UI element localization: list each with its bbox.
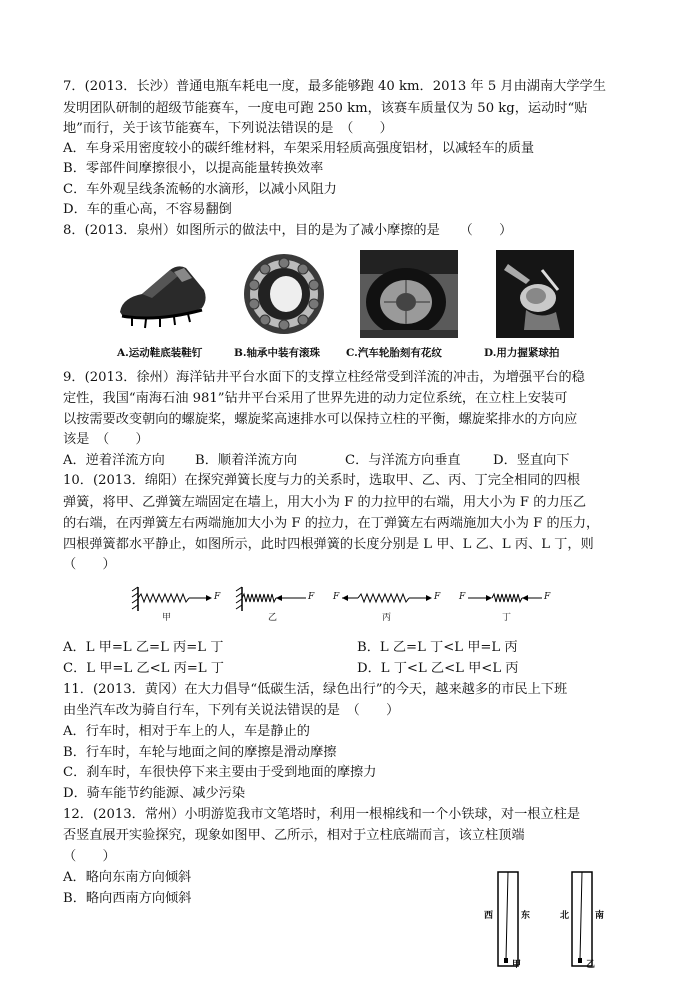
q12-line-1: 12．(2013．常州）小明游览我市文笔塔时，利用一根棉线和一个小铁球，对一根立柱是 <box>63 807 581 822</box>
spiked-shoe-image <box>112 250 212 338</box>
q8-caption-a: A.运动鞋底装鞋钉 <box>117 347 203 359</box>
pillar-yi <box>572 872 592 966</box>
spring-jia <box>132 587 212 611</box>
spring-label-bing: 丙 <box>382 613 392 623</box>
spring-diagram <box>130 585 570 625</box>
q9-option-b: B．顺着洋流方向 <box>195 453 298 468</box>
label-jia: 甲 <box>512 960 522 970</box>
label-north: 北 <box>560 911 570 921</box>
spring-yi <box>236 587 306 611</box>
force-label-ding-left: F <box>459 592 466 602</box>
force-label-yi: F <box>308 592 315 602</box>
q10-line-1: 10．(2013．绵阳）在探究弹簧长度与力的关系时，选取甲、乙、丙、丁完全相同的四根 <box>63 473 581 488</box>
spring-label-ding: 丁 <box>502 613 512 623</box>
q8-stem: 8．(2013．泉州）如图所示的做法中，目的是为了减小摩擦的是 （ ） <box>63 223 513 238</box>
ball-bearing-image <box>236 250 332 338</box>
q9-line-4: 该是 （ ） <box>63 432 149 447</box>
q7-line-1: 7．(2013．长沙）普通电瓶车耗电一度，最多能够跑 40 km．2013 年 5 月由湖南大学学生 <box>63 79 606 94</box>
force-label-bing-left: F <box>333 592 340 602</box>
q10-option-b: B．L 乙=L 丁<L 甲=L 丙 <box>357 640 518 655</box>
spring-label-yi: 乙 <box>268 613 278 623</box>
q10-line-5: （ ） <box>63 557 116 572</box>
label-yi: 乙 <box>586 960 596 970</box>
pillar-figure <box>480 862 620 972</box>
q7-line-3: 地”而行，关于该节能赛车，下列说法错误的是 （ ） <box>63 121 393 136</box>
q10-option-d: D．L 丁<L 乙<L 甲<L 丙 <box>357 661 519 676</box>
q9-option-a: A．逆着洋流方向 <box>63 453 165 468</box>
q8-caption-c: C.汽车轮胎刻有花纹 <box>346 347 442 359</box>
q11-line-1: 11．(2013．黄冈）在大力倡导“低碳生活，绿色出行”的今天，越来越多的市民上下班 <box>63 682 568 697</box>
label-east: 东 <box>521 911 531 921</box>
force-label-jia: F <box>214 592 221 602</box>
q9-option-c: C．与洋流方向垂直 <box>345 453 461 468</box>
q10-line-3: 的右端，在丙弹簧左右两端施加大小为 F 的拉力，在丁弹簧左右两端施加大小为 F 的压力， <box>63 516 600 531</box>
spring-bing <box>342 594 432 602</box>
q7-option-d: D．车的重心高，不容易翻倒 <box>63 202 232 217</box>
q12-line-2: 否竖直展开实验探究，现象如图甲、乙所示，相对于立柱底端而言，该立柱顶端 <box>63 828 525 843</box>
q7-line-2: 发明团队研制的超级节能赛车，一度电可跑 250 km，该赛车质量仅为 50 kg，运动时“贴 <box>63 101 588 116</box>
q11-option-b: B．行车时，车轮与地面之间的摩擦是滑动摩擦 <box>63 745 337 760</box>
label-south: 南 <box>595 911 605 921</box>
q11-option-c: C．刹车时，车很快停下来主要由于受到地面的摩擦力 <box>63 765 377 780</box>
car-tire-image <box>360 250 458 338</box>
q11-line-2: 由坐汽车改为骑自行车，下列有关说法错误的是 （ ） <box>63 703 400 718</box>
q10-line-4: 四根弹簧都水平静止，如图所示，此时四根弹簧的长度分别是 L 甲、L 乙、L 丙、L 丁，则 <box>63 537 594 552</box>
q11-option-a: A．行车时，相对于车上的人，车是静止的 <box>63 724 310 739</box>
label-west: 西 <box>484 911 494 921</box>
q7-option-a: A．车身采用密度较小的碳纤维材料，车架采用轻质高强度铝材，以减轻车的质量 <box>63 141 535 156</box>
spring-label-jia: 甲 <box>162 613 172 623</box>
q7-option-c: C．车外观呈线条流畅的水滴形，以减小风阻力 <box>63 182 337 197</box>
q10-line-2: 弹簧，将甲、乙弹簧左端固定在墙上，用大小为 F 的力拉甲的右端，用大小为 F 的力压乙 <box>63 495 587 510</box>
spring-ding <box>468 594 542 602</box>
q7-option-b: B．零部件间摩擦很小，以提高能量转换效率 <box>63 161 324 176</box>
q9-line-3: 以按需要改变朝向的螺旋桨，螺旋桨高速排水可以保持立柱的平衡，螺旋桨排水的方向应 <box>63 412 578 427</box>
q10-option-a: A．L 甲=L 乙=L 丙=L 丁 <box>63 640 224 655</box>
q8-caption-b: B.轴承中装有滚珠 <box>234 347 321 359</box>
racket-grip-image <box>496 250 574 338</box>
q12-option-a: A．略向东南方向倾斜 <box>63 870 192 885</box>
q9-line-2: 定性，我国“南海石油 981”钻井平台采用了世界先进的动力定位系统，在立柱上安装可 <box>63 391 568 406</box>
q8-caption-d: D.用力握紧球拍 <box>484 347 560 359</box>
force-label-ding-right: F <box>544 592 551 602</box>
q9-option-d: D．竖直向下 <box>493 453 570 468</box>
q12-option-b: B．略向西南方向倾斜 <box>63 891 192 906</box>
q9-line-1: 9．(2013．徐州）海洋钻井平台水面下的支撑立柱经常受到洋流的冲击，为增强平台的稳 <box>63 370 585 385</box>
q11-option-d: D．骑车能节约能源、减少污染 <box>63 786 246 801</box>
q10-option-c: C．L 甲=L 乙<L 丙=L 丁 <box>63 661 224 676</box>
force-label-bing-right: F <box>434 592 441 602</box>
q12-line-3: （ ） <box>63 849 116 864</box>
pillar-jia <box>498 872 518 966</box>
